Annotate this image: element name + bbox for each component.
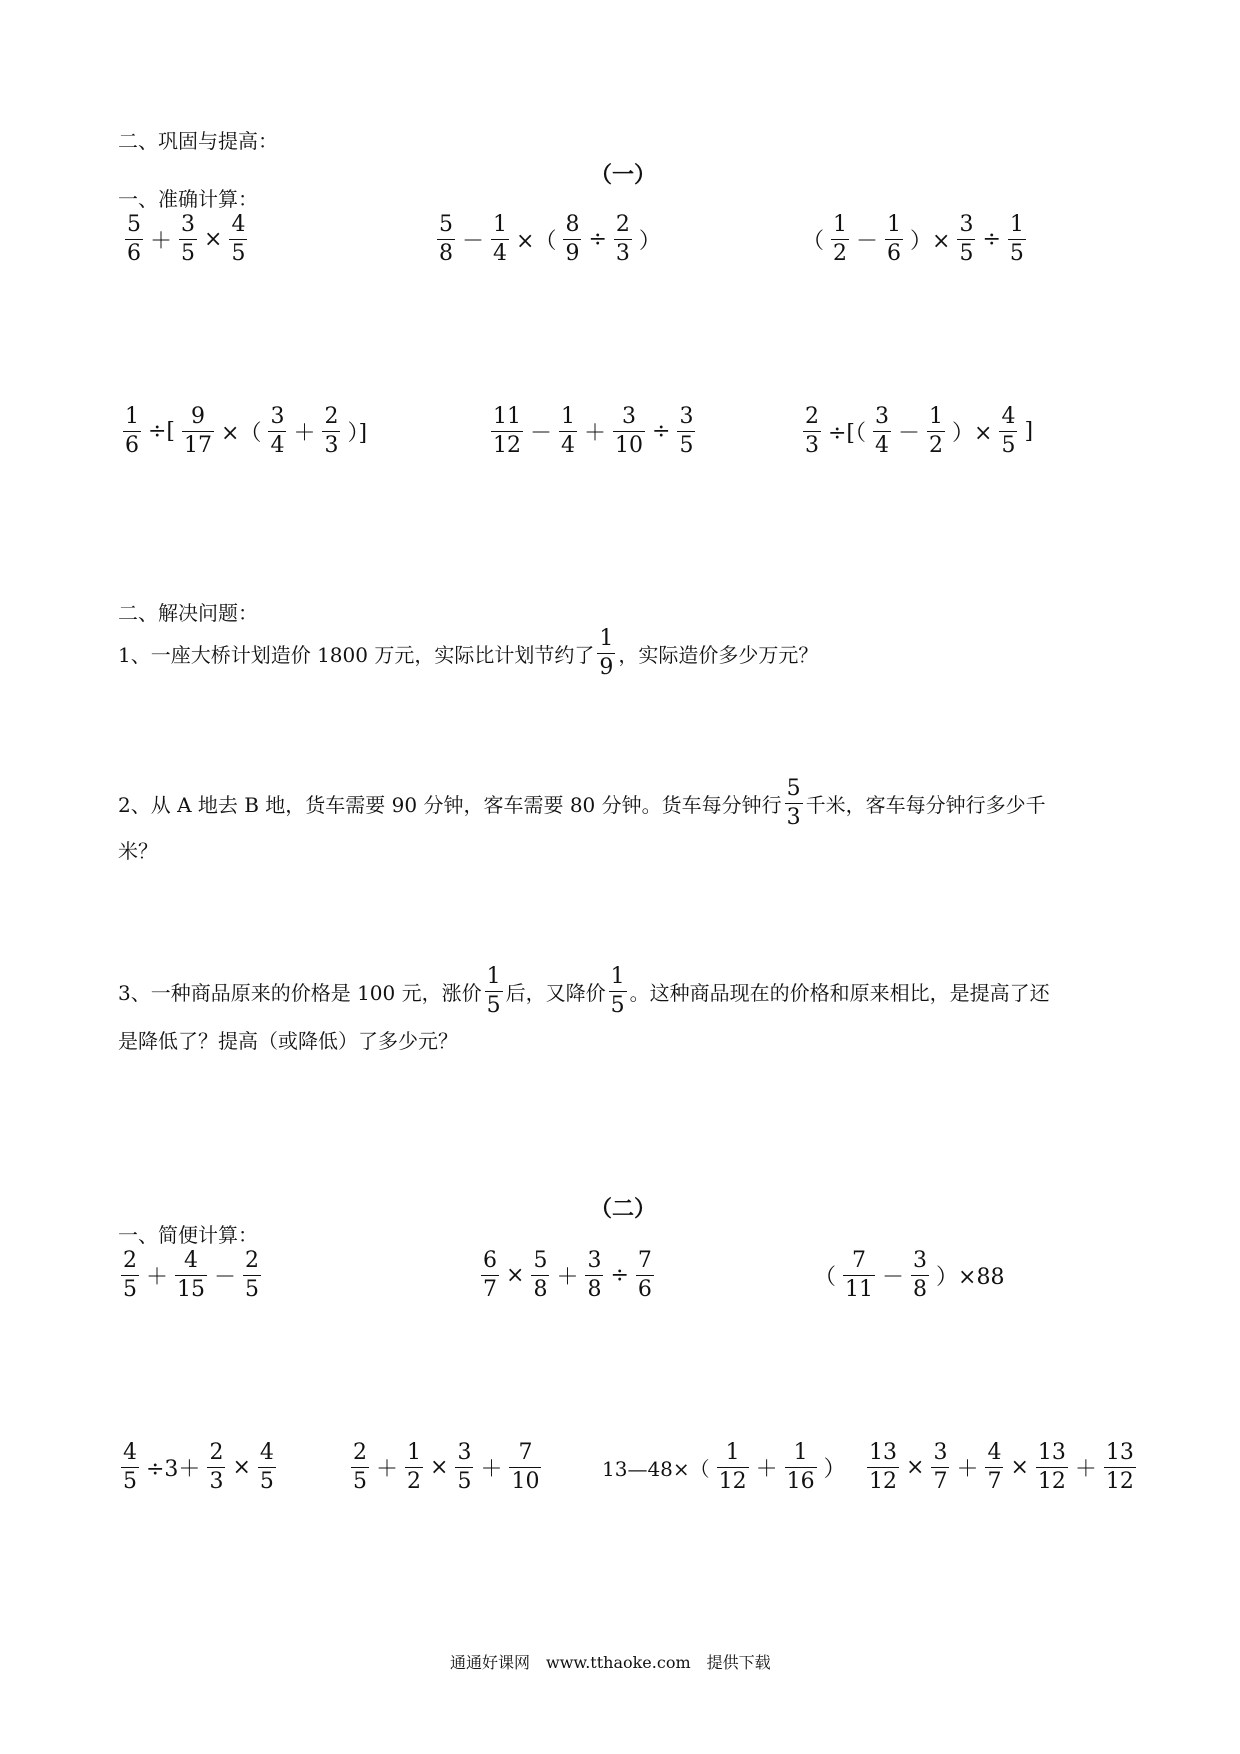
numerator: 8 (565, 212, 580, 237)
fraction (873, 406, 891, 457)
numerator: 1 (486, 964, 501, 989)
fraction (509, 1442, 541, 1493)
denominator: 3 (805, 433, 819, 458)
problems-heading: 二、解决问题： (118, 601, 258, 625)
denominator: 12 (493, 433, 521, 458)
denominator: 8 (587, 1277, 602, 1302)
operator: ÷[（ (828, 421, 867, 446)
operator: ）] (347, 421, 368, 446)
problem-text: 2、从 A 地去 B 地，货车需要 90 分钟，客车需要 80 分钟。货车每分钟行 (118, 793, 782, 817)
numerator: 3 (933, 1440, 948, 1465)
fraction (405, 1442, 423, 1493)
denominator: 12 (1037, 1469, 1066, 1494)
numerator: 2 (615, 212, 630, 237)
numerator: 1 (610, 964, 625, 989)
problem-text: 1、一座大桥计划造价 1800 万元，实际比计划节约了 (118, 643, 595, 667)
expression-2-3 (800, 406, 1037, 457)
numerator: 5 (127, 212, 141, 237)
fraction (531, 1250, 549, 1301)
denominator: 8 (439, 241, 453, 266)
operator: － (898, 421, 921, 446)
fraction (911, 1250, 929, 1301)
operator: （ (814, 1265, 837, 1290)
denominator: 6 (127, 241, 141, 266)
fraction (207, 1442, 225, 1493)
operator: － (856, 229, 879, 254)
operator: ÷[ (148, 419, 176, 444)
fraction (717, 1442, 749, 1493)
denominator: 5 (259, 1469, 274, 1494)
problem-2-line-2: 米？ (118, 839, 158, 863)
fraction (351, 1442, 369, 1493)
operator: － (462, 229, 485, 254)
operator: × (906, 1455, 925, 1480)
numerator: 11 (493, 404, 521, 429)
fraction (125, 214, 143, 265)
denominator: 5 (610, 993, 625, 1018)
numerator: 7 (518, 1440, 533, 1465)
fraction (485, 966, 503, 1017)
expression-3-3 (810, 1250, 1008, 1301)
denominator: 16 (786, 1469, 815, 1494)
denominator: 12 (869, 1469, 897, 1494)
expression-2-2 (488, 406, 698, 457)
numerator: 7 (852, 1248, 867, 1273)
denominator: 7 (483, 1277, 497, 1302)
operator: ÷3＋ (146, 1457, 201, 1482)
operator: － (882, 1265, 905, 1290)
numerator: 3 (181, 212, 196, 237)
fraction (179, 214, 197, 265)
operator: ＋ (146, 1265, 169, 1290)
fraction (121, 1250, 139, 1301)
operator: ×（ (516, 229, 557, 254)
denominator: 3 (786, 805, 801, 830)
denominator: 4 (493, 241, 508, 266)
operator: ） (638, 229, 661, 254)
denominator: 12 (718, 1469, 747, 1494)
denominator: 5 (486, 993, 501, 1018)
expression-3-2 (478, 1250, 657, 1301)
fraction (831, 214, 849, 265)
numerator: 4 (231, 212, 246, 237)
denominator: 5 (123, 1469, 137, 1494)
denominator: 11 (845, 1277, 874, 1302)
numerator: 4 (259, 1440, 274, 1465)
denominator: 12 (1105, 1469, 1134, 1494)
problem-text: 千米，客车每分钟行多少千 (805, 793, 1046, 817)
operator: ×（ (221, 421, 262, 446)
denominator: 6 (637, 1277, 652, 1302)
denominator: 3 (615, 241, 630, 266)
numerator: 2 (209, 1440, 224, 1465)
operator: － (214, 1265, 237, 1290)
fraction (803, 406, 821, 457)
operator: ） (823, 1457, 846, 1482)
problem-text: 。这种商品现在的价格和原来相比，是提高了还 (629, 981, 1050, 1005)
fraction (491, 214, 509, 265)
denominator: 7 (987, 1469, 1002, 1494)
numerator: 4 (987, 1440, 1002, 1465)
numerator: 5 (439, 212, 453, 237)
numerator: 3 (679, 404, 694, 429)
problem-3 (118, 966, 1050, 1017)
fraction (491, 406, 523, 457)
denominator: 2 (929, 433, 944, 458)
denominator: 6 (887, 241, 902, 266)
operator: ＋ (376, 1457, 399, 1482)
denominator: 2 (407, 1469, 422, 1494)
operator: ＋ (150, 229, 173, 254)
denominator: 3 (324, 433, 339, 458)
numerator: 4 (184, 1248, 199, 1273)
numerator: 13 (869, 1440, 897, 1465)
operator: － (530, 421, 553, 446)
operator: ＋ (480, 1457, 503, 1482)
expression-3-1 (118, 1250, 264, 1301)
denominator: 7 (933, 1469, 948, 1494)
problem-3-line-2: 是降低了？提高（或降低）了多少元？ (118, 1029, 458, 1053)
operator: × (204, 227, 223, 252)
fraction (785, 1442, 817, 1493)
operator: ）× (952, 421, 993, 446)
denominator: 4 (875, 433, 890, 458)
denominator: 3 (209, 1469, 224, 1494)
operator: × (232, 1455, 251, 1480)
problem-1 (118, 628, 818, 679)
denominator: 4 (561, 433, 576, 458)
fraction (229, 214, 247, 265)
fraction (258, 1442, 276, 1493)
numerator: 2 (353, 1440, 367, 1465)
fraction (559, 406, 577, 457)
denominator: 5 (457, 1469, 472, 1494)
fraction (785, 778, 803, 829)
operator: （ (802, 229, 825, 254)
problem-2 (118, 778, 1046, 829)
fraction (437, 214, 455, 265)
denominator: 5 (123, 1277, 137, 1302)
operator: ÷ (610, 1263, 629, 1288)
denominator: 8 (913, 1277, 928, 1302)
denominator: 4 (270, 433, 285, 458)
numerator: 1 (793, 1440, 808, 1465)
fraction (175, 1250, 207, 1301)
numerator: 13 (1105, 1440, 1134, 1465)
expression-1-1 (122, 214, 250, 265)
expression-4-4 (864, 1442, 1139, 1493)
numerator: 6 (483, 1248, 497, 1273)
fraction (182, 406, 214, 457)
denominator: 5 (1001, 433, 1016, 458)
denominator: 10 (511, 1469, 540, 1494)
numerator: 1 (407, 1440, 422, 1465)
operator: ÷ (982, 227, 1001, 252)
fraction (243, 1250, 261, 1301)
denominator: 5 (245, 1277, 260, 1302)
fraction (985, 1442, 1003, 1493)
calc-heading-one: 一、准确计算： (118, 187, 258, 211)
operator: × (506, 1263, 525, 1288)
fraction (121, 1442, 139, 1493)
part-one-title: （一） (590, 162, 657, 188)
operator: ＋ (755, 1457, 778, 1482)
fraction (999, 406, 1017, 457)
numerator: 13 (1037, 1440, 1066, 1465)
fraction (123, 406, 141, 457)
denominator: 8 (533, 1277, 548, 1302)
denominator: 17 (184, 433, 213, 458)
fraction (563, 214, 581, 265)
fraction (867, 1442, 899, 1493)
calc-heading-two: 一、简便计算： (118, 1223, 258, 1247)
numerator: 1 (887, 212, 902, 237)
numerator: 1 (833, 212, 848, 237)
fraction (322, 406, 340, 457)
numerator: 3 (875, 404, 890, 429)
fraction (609, 966, 627, 1017)
operator: 13—48×（ (602, 1457, 710, 1481)
numerator: 4 (1001, 404, 1016, 429)
expression-4-3 (598, 1442, 850, 1493)
operator: ＋ (556, 1265, 579, 1290)
numerator: 5 (533, 1248, 548, 1273)
denominator: 2 (833, 241, 848, 266)
expression-4-2 (348, 1442, 544, 1493)
operator: ）×88 (936, 1265, 1005, 1290)
operator: ＋ (584, 421, 607, 446)
operator: ）× (910, 229, 951, 254)
numerator: 1 (493, 212, 508, 237)
numerator: 1 (1009, 212, 1024, 237)
fraction (677, 406, 695, 457)
operator: × (430, 1455, 449, 1480)
denominator: 5 (353, 1469, 367, 1494)
numerator: 3 (270, 404, 285, 429)
fraction (614, 214, 632, 265)
denominator: 6 (125, 433, 139, 458)
numerator: 3 (913, 1248, 928, 1273)
fraction (597, 628, 615, 679)
operator: ] (1024, 419, 1034, 444)
fraction (268, 406, 286, 457)
operator: × (1010, 1455, 1029, 1480)
denominator: 5 (679, 433, 694, 458)
numerator: 3 (622, 404, 637, 429)
numerator: 1 (929, 404, 944, 429)
section-header: 二、巩固与提高： (118, 129, 278, 153)
denominator: 9 (565, 241, 580, 266)
operator: ＋ (1074, 1457, 1097, 1482)
operator: ÷ (652, 419, 671, 444)
numerator: 2 (324, 404, 339, 429)
problem-text: 后，又降价 (505, 981, 606, 1005)
denominator: 15 (177, 1277, 206, 1302)
denominator: 5 (181, 241, 196, 266)
fraction (455, 1442, 473, 1493)
expression-2-1 (120, 406, 371, 457)
denominator: 5 (1009, 241, 1024, 266)
fraction (843, 1250, 875, 1301)
fraction (1036, 1442, 1068, 1493)
fraction (1104, 1442, 1136, 1493)
numerator: 2 (805, 404, 819, 429)
fraction (636, 1250, 654, 1301)
fraction (957, 214, 975, 265)
numerator: 3 (959, 212, 974, 237)
operator: ＋ (956, 1457, 979, 1482)
fraction (613, 406, 645, 457)
numerator: 2 (245, 1248, 260, 1273)
denominator: 5 (231, 241, 246, 266)
numerator: 3 (457, 1440, 472, 1465)
problem-text: 3、一种商品原来的价格是 100 元，涨价 (118, 981, 482, 1005)
part-two-title: （二） (590, 1196, 657, 1222)
denominator: 5 (959, 241, 974, 266)
fraction (1008, 214, 1026, 265)
numerator: 1 (561, 404, 576, 429)
numerator: 1 (599, 626, 614, 651)
expression-1-3 (798, 214, 1029, 265)
fraction (885, 214, 903, 265)
numerator: 7 (637, 1248, 652, 1273)
denominator: 10 (615, 433, 644, 458)
expression-4-1 (118, 1442, 279, 1493)
operator: ＋ (293, 421, 316, 446)
numerator: 1 (125, 404, 139, 429)
numerator: 9 (191, 404, 206, 429)
denominator: 9 (599, 655, 614, 680)
numerator: 1 (725, 1440, 740, 1465)
operator: ÷ (588, 227, 607, 252)
expression-1-2 (434, 214, 665, 265)
fraction (927, 406, 945, 457)
numerator: 3 (587, 1248, 602, 1273)
numerator: 5 (786, 776, 801, 801)
footer-credit: 通通好课网 www.tthaoke.com 提供下载 (450, 1653, 771, 1672)
fraction (481, 1250, 499, 1301)
numerator: 2 (123, 1248, 137, 1273)
problem-text: ，实际造价多少万元？ (618, 643, 819, 667)
fraction (585, 1250, 603, 1301)
numerator: 4 (123, 1440, 137, 1465)
fraction (931, 1442, 949, 1493)
